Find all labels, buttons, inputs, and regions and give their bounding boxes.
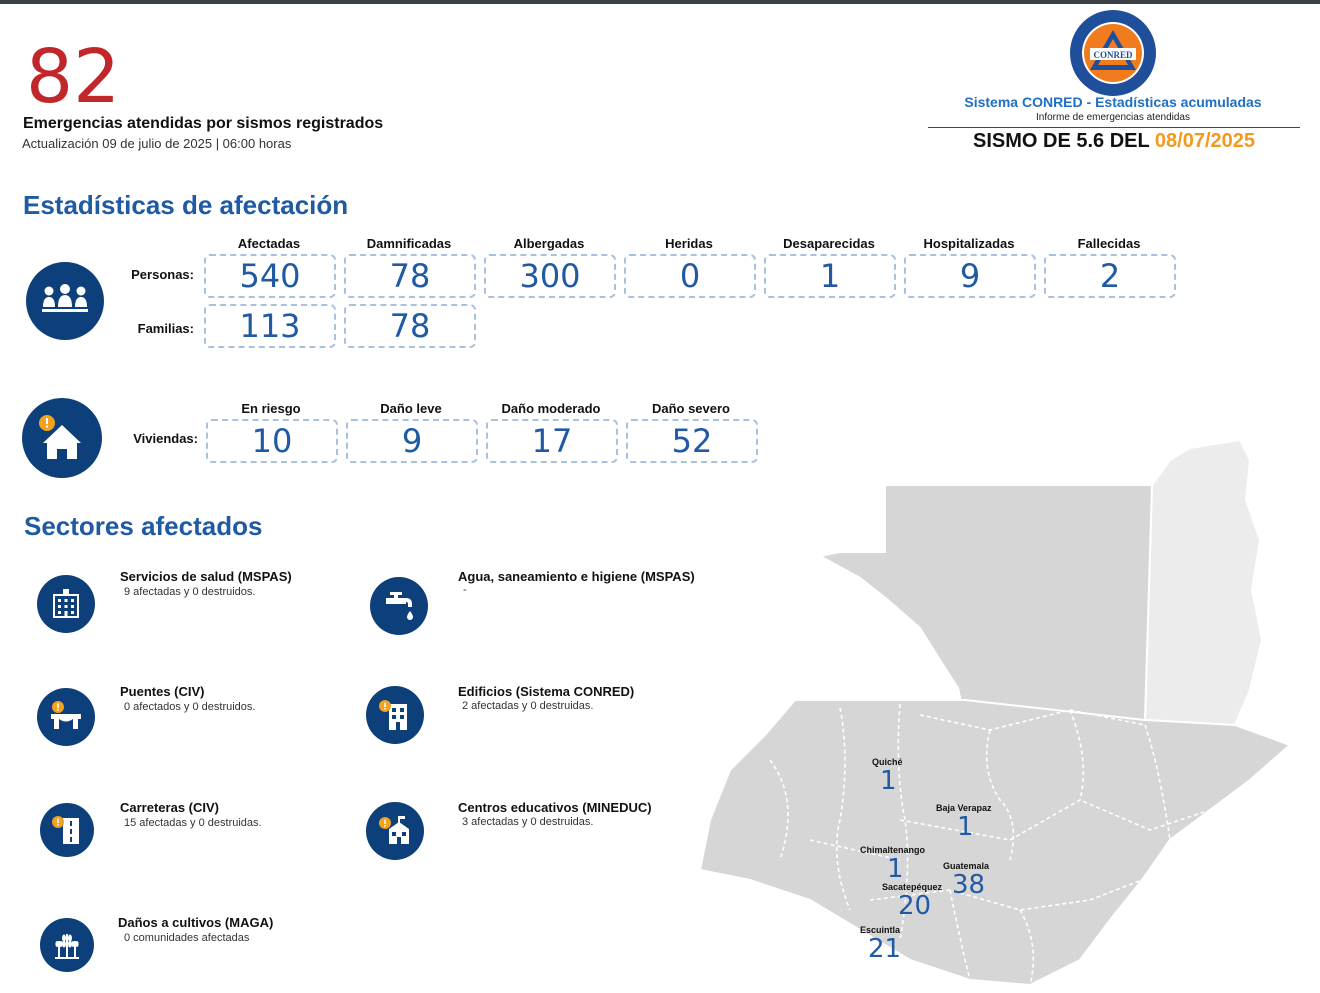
house-warning-icon [22,398,102,478]
map-value-guatemala: 38 [952,870,986,900]
col-dano-moderado: Daño moderado [501,401,601,416]
crops-icon [40,918,94,972]
sector-educativos-title: Centros educativos (MINEDUC) [458,800,652,815]
sector-edificios-desc: 2 afectadas y 0 destruidas. [462,700,594,712]
total-emergencies-label: Emergencias atendidas por sismos registrados [23,115,384,132]
building-icon [366,686,424,744]
personas-desaparecidas-value: 1 [764,254,896,298]
logo-text: CONRED [1093,50,1133,60]
sector-educativos-desc: 3 afectadas y 0 destruidas. [462,816,594,828]
sector-cultivos-desc: 0 comunidades afectadas [124,932,250,944]
sector-salud-title: Servicios de salud (MSPAS) [120,569,292,584]
map-label-escuintla: Escuintla [860,925,901,935]
sector-agua-desc: - [463,584,467,596]
personas-albergadas-value: 300 [484,254,616,298]
map-label-chimaltenango: Chimaltenango [860,845,926,855]
col-hospitalizadas: Hospitalizadas [923,236,1015,251]
map-label-guatemala: Guatemala [943,861,990,871]
sector-agua-title: Agua, saneamiento e higiene (MSPAS) [458,569,695,584]
hospital-icon [37,575,95,633]
sismo-date: 08/07/2025 [1154,130,1256,152]
personas-hospitalizadas-value: 9 [904,254,1036,298]
water-tap-icon [370,577,428,635]
col-afectadas: Afectadas [237,236,301,251]
familias-label: Familias: [137,321,194,336]
update-timestamp: Actualización 09 de julio de 2025 | 06:00 horas [22,136,292,151]
sismo-prefix: SISMO DE 5.6 DEL [972,130,1150,152]
total-emergencies-number: 82 [26,34,121,120]
familias-damnificadas-value: 78 [344,304,476,348]
col-dano-severo: Daño severo [651,401,731,416]
personas-heridas-value: 0 [624,254,756,298]
bridge-icon [37,688,95,746]
map-label-sacatepequez: Sacatepéquez [882,882,943,892]
personas-damnificadas-value: 78 [344,254,476,298]
sector-puentes-title: Puentes (CIV) [120,684,205,699]
sector-carreteras-title: Carreteras (CIV) [120,800,219,815]
school-icon [366,802,424,860]
sector-cultivos-title: Daños a cultivos (MAGA) [118,915,274,930]
col-dano-leve: Daño leve [380,401,442,416]
col-albergadas: Albergadas [513,236,585,251]
viviendas-dano-moderado-value: 17 [486,419,618,463]
map-label-baja-verapaz: Baja Verapaz [936,803,992,813]
system-subtitle: Informe de emergencias atendidas [1036,112,1190,123]
people-icon [26,262,104,340]
guatemala-map [690,440,1310,990]
col-en-riesgo: En riesgo [241,401,301,416]
map-value-sacatepequez: 20 [898,891,932,921]
viviendas-en-riesgo-value: 10 [206,419,338,463]
sector-carreteras-desc: 15 afectadas y 0 destruidas. [124,817,262,829]
col-desaparecidas: Desaparecidas [783,236,875,251]
conred-logo [1068,8,1158,98]
col-damnificadas: Damnificadas [366,236,452,251]
afectacion-title: Estadísticas de afectación [23,190,349,220]
sector-puentes-desc: 0 afectados y 0 destruidos. [124,701,256,713]
sectores-title: Sectores afectados [24,511,263,541]
familias-afectadas-value: 113 [204,304,336,348]
map-value-baja-verapaz: 1 [957,812,974,842]
personas-label: Personas: [131,267,194,282]
header-divider [928,127,1300,128]
map-label-quiche: Quiché [872,757,903,767]
road-icon [40,803,94,857]
system-title: Sistema CONRED - Estadísticas acumuladas [964,94,1262,110]
viviendas-label: Viviendas: [133,431,198,446]
sector-edificios-title: Edificios (Sistema CONRED) [458,684,635,699]
sector-salud-desc: 9 afectadas y 0 destruidos. [124,586,256,598]
personas-fallecidas-value: 2 [1044,254,1176,298]
map-value-escuintla: 21 [868,934,902,964]
col-heridas: Heridas [665,236,713,251]
viviendas-dano-leve-value: 9 [346,419,478,463]
top-bar [0,0,1320,4]
map-value-quiche: 1 [880,766,897,796]
viviendas-dano-severo-value: 52 [626,419,758,463]
col-fallecidas: Fallecidas [1077,236,1141,251]
personas-afectadas-value: 540 [204,254,336,298]
map-value-chimaltenango: 1 [887,854,904,884]
sismo-title [928,130,1300,153]
